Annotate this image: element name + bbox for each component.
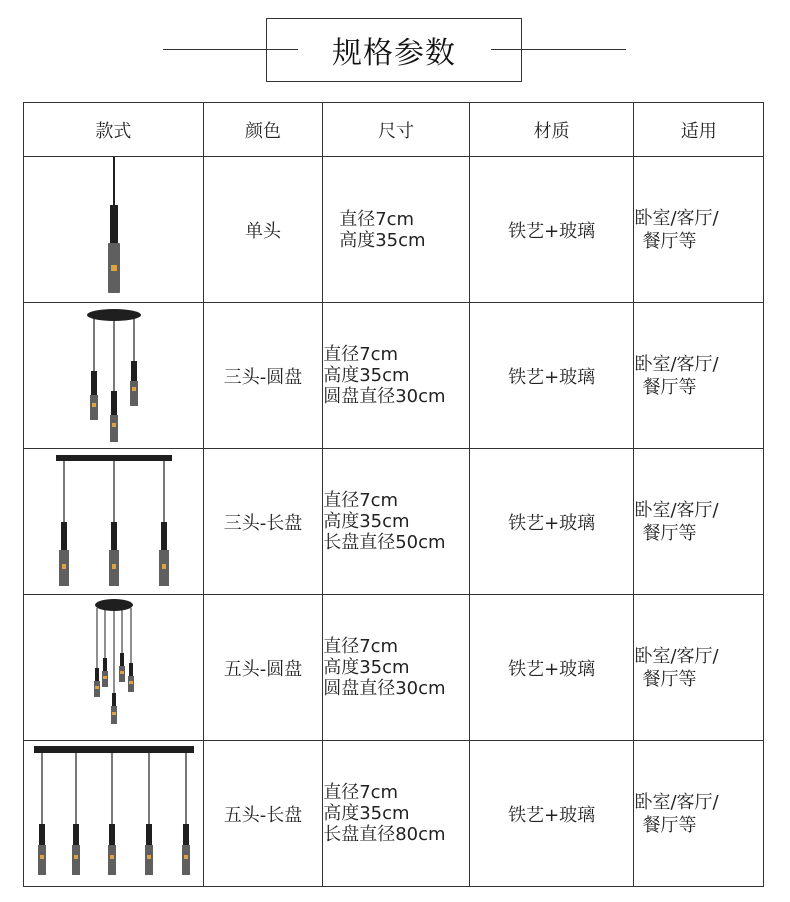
color-cell: 三头-长盘 — [203, 449, 322, 595]
size-plate: 长盘直径50cm — [323, 532, 446, 553]
title-section — [0, 0, 790, 100]
size-diameter: 直径7cm — [323, 490, 399, 511]
table-row — [24, 595, 764, 741]
three-head-round-pendant-icon — [24, 303, 203, 448]
header-material: 材质 — [469, 103, 634, 157]
material-cell: 铁艺+玻璃 — [469, 449, 634, 595]
header-size: 尺寸 — [323, 103, 470, 157]
color-cell: 五头-圆盘 — [203, 595, 322, 741]
size-cell — [323, 157, 470, 303]
use-cell — [634, 157, 764, 303]
style-cell — [24, 595, 204, 741]
size-diameter: 直径7cm — [323, 636, 399, 657]
use-line-2: 餐厅等 — [642, 376, 697, 398]
size-cell — [323, 595, 470, 741]
use-line-2: 餐厅等 — [642, 668, 697, 690]
style-cell — [24, 741, 204, 887]
use-line-2: 餐厅等 — [642, 230, 697, 252]
use-line-1: 卧室/客厅/ — [634, 645, 719, 667]
size-diameter: 直径7cm — [323, 782, 399, 803]
use-line-1: 卧室/客厅/ — [634, 207, 719, 229]
use-line-2: 餐厅等 — [642, 522, 697, 544]
single-pendant-lamp-icon — [24, 157, 203, 302]
use-line-1: 卧室/客厅/ — [634, 353, 719, 375]
style-cell — [24, 303, 204, 449]
title-right-rule — [491, 49, 626, 50]
use-line-1: 卧室/客厅/ — [634, 791, 719, 813]
use-cell — [634, 741, 764, 887]
five-head-round-pendant-icon — [24, 595, 203, 740]
header-color: 颜色 — [203, 103, 322, 157]
color-cell: 五头-长盘 — [203, 741, 322, 887]
size-cell — [323, 303, 470, 449]
spec-table — [23, 102, 764, 887]
style-cell — [24, 449, 204, 595]
table-header-row — [24, 103, 764, 157]
size-height: 高度35cm — [323, 511, 410, 532]
use-cell — [634, 449, 764, 595]
size-height: 高度35cm — [323, 803, 410, 824]
use-cell — [634, 595, 764, 741]
size-plate: 圆盘直径30cm — [323, 386, 446, 407]
color-cell: 单头 — [203, 157, 322, 303]
size-cell — [323, 449, 470, 595]
material-cell: 铁艺+玻璃 — [469, 303, 634, 449]
use-line-2: 餐厅等 — [642, 814, 697, 836]
table-row — [24, 303, 764, 449]
size-height: 高度35cm — [323, 365, 410, 386]
size-height: 高度35cm — [339, 229, 426, 251]
use-line-1: 卧室/客厅/ — [634, 499, 719, 521]
header-style: 款式 — [24, 103, 204, 157]
use-cell — [634, 303, 764, 449]
page-title: 规格参数 — [266, 18, 522, 82]
five-head-linear-pendant-icon — [24, 741, 203, 886]
size-cell — [323, 741, 470, 887]
table-row — [24, 741, 764, 887]
material-cell: 铁艺+玻璃 — [469, 157, 634, 303]
size-height: 高度35cm — [323, 657, 410, 678]
material-cell: 铁艺+玻璃 — [469, 741, 634, 887]
three-head-linear-pendant-icon — [24, 449, 203, 594]
table-row — [24, 449, 764, 595]
size-plate: 圆盘直径30cm — [323, 678, 446, 699]
table-row — [24, 157, 764, 303]
size-diameter: 直径7cm — [323, 344, 399, 365]
material-cell: 铁艺+玻璃 — [469, 595, 634, 741]
color-cell: 三头-圆盘 — [203, 303, 322, 449]
size-plate: 长盘直径80cm — [323, 824, 446, 845]
style-cell — [24, 157, 204, 303]
size-diameter: 直径7cm — [339, 208, 415, 230]
header-use: 适用 — [634, 103, 764, 157]
